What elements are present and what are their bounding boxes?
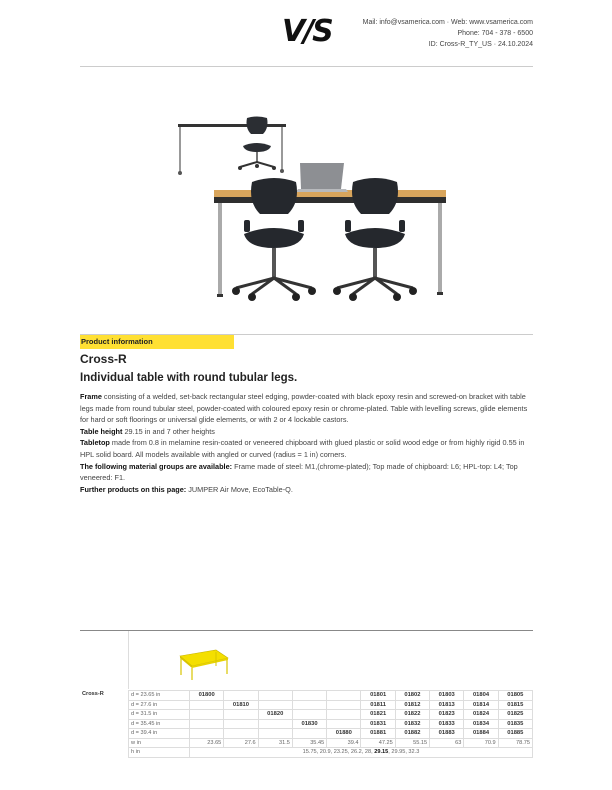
article-code-cell (190, 719, 224, 729)
width-value: 55.15 (395, 738, 429, 748)
article-code-cell: 01814 (464, 700, 498, 710)
product-subtitle: Individual table with round tubular legs. (80, 372, 298, 384)
laptop-illustration (296, 163, 348, 192)
main-table-illustration (214, 190, 446, 297)
article-code-cell: 01882 (395, 729, 429, 739)
article-code-cell: 01884 (464, 729, 498, 739)
article-code-cell (292, 729, 326, 739)
width-value: 63 (430, 738, 464, 748)
depth-label: d = 39.4 in (129, 729, 190, 739)
article-code-cell: 01883 (430, 729, 464, 739)
article-code-cell (190, 700, 224, 710)
article-code-cell (190, 710, 224, 720)
article-code-cell: 01880 (327, 729, 361, 739)
article-code-cell (224, 710, 258, 720)
tabletop-text: made from 0.8 in melamine resin-coated or veneered chipboard with glued plastic or solid wood edge or from highly rigid 0.55 in HPL solid board. All models available with angled or curved (radius = 1 in) corners. (80, 438, 525, 459)
article-code-cell: 01802 (395, 691, 429, 701)
article-code-cell (327, 700, 361, 710)
width-row (80, 738, 533, 748)
article-code-cell (327, 719, 361, 729)
materials-text: Frame made of steel: M1,(chrome-plated); Top made of chipboard: L6; HPL-top: L4; Top veneered: F1. (80, 461, 518, 483)
height-value-default: 29.15 (374, 749, 389, 756)
article-code-cell: 01813 (430, 700, 464, 710)
further-products-text: JUMPER Air Move, EcoTable-Q. (186, 484, 293, 494)
table-row (80, 719, 533, 729)
table-row (80, 691, 533, 701)
article-code-cell (224, 719, 258, 729)
article-code-cell: 01835 (498, 719, 532, 729)
header-divider (80, 66, 533, 67)
frame-text: consisting of a welded, set-back rectangular steel edging, powder-coated with black epoxy resin and screwed-on bracket with table legs made from round tubular steel, powder-coated with coloured epoxy resin or chrome-plated. Table with levelling screws, glide elements for hard or soft floorings or universal glide elements, or with 2 or 4 lockable castors. (80, 392, 528, 425)
depth-label: d = 27.6 in (129, 700, 190, 710)
article-code-cell: 01800 (190, 691, 224, 701)
width-value: 47.25 (361, 738, 395, 748)
section-tag: Product information (80, 335, 234, 349)
article-code-cell: 01833 (430, 719, 464, 729)
frame-paragraph (80, 391, 535, 426)
materials-label: The following material groups are available: (80, 461, 233, 471)
article-code-cell (327, 691, 361, 701)
small-table-illustration (178, 124, 286, 175)
width-value: 23.65 (190, 738, 224, 748)
article-code-cell (258, 729, 292, 739)
tabletop-label: Tabletop (80, 438, 110, 448)
tabletop-paragraph (80, 437, 535, 460)
height-values-before: 15.75, 20.9, 23.25, 26.2, 28, (302, 749, 375, 756)
product-image (170, 110, 450, 310)
article-code-cell: 01834 (464, 719, 498, 729)
width-value: 39.4 (327, 738, 361, 748)
table-product-label: Cross-R (82, 690, 104, 697)
height-row (80, 748, 533, 758)
article-code-cell (292, 700, 326, 710)
height-paragraph (80, 426, 535, 438)
article-code-cell (258, 700, 292, 710)
further-products-paragraph (80, 484, 535, 496)
height-row-label: h in (129, 748, 190, 758)
width-value: 70.9 (464, 738, 498, 748)
article-code-cell: 01820 (258, 710, 292, 720)
contact-phone: Phone: 704 - 378 - 6500 (457, 30, 533, 37)
materials-paragraph (80, 461, 535, 484)
height-label: Table height (80, 426, 123, 436)
depth-label: d = 35.45 in (129, 719, 190, 729)
table-divider (80, 630, 533, 631)
contact-mail-web: Mail: info@vsamerica.com · Web: www.vsamerica.com (362, 19, 533, 26)
product-code-table (80, 690, 533, 758)
article-code-cell (224, 691, 258, 701)
article-code-cell: 01825 (498, 710, 532, 720)
width-value: 35.45 (292, 738, 326, 748)
width-value: 27.6 (224, 738, 258, 748)
further-products-label: Further products on this page: (80, 484, 187, 494)
frame-label: Frame (80, 392, 102, 401)
article-code-cell: 01810 (224, 700, 258, 710)
table-column-divider (128, 631, 129, 689)
article-code-cell: 01812 (395, 700, 429, 710)
article-code-cell (224, 729, 258, 739)
article-code-cell (258, 719, 292, 729)
article-code-cell (190, 729, 224, 739)
article-code-cell (292, 710, 326, 720)
article-code-cell: 01801 (361, 691, 395, 701)
table-thumbnail-image (178, 646, 230, 682)
article-code-cell: 01881 (361, 729, 395, 739)
article-code-cell: 01804 (464, 691, 498, 701)
article-code-cell: 01823 (430, 710, 464, 720)
depth-label: d = 23.65 in (129, 691, 190, 701)
width-value: 31.5 (258, 738, 292, 748)
contact-info (363, 17, 533, 50)
depth-label: d = 31.5 in (129, 710, 190, 720)
height-values-after: , 29.95, 32.3 (388, 749, 420, 756)
article-code-cell: 01822 (395, 710, 429, 720)
article-code-cell: 01805 (498, 691, 532, 701)
article-code-cell: 01821 (361, 710, 395, 720)
article-code-cell: 01831 (361, 719, 395, 729)
table-row (80, 710, 533, 720)
product-name: Cross-R (80, 352, 127, 366)
document-id: ID: Cross-R_TY_US · 24.10.2024 (428, 41, 533, 48)
product-description (80, 391, 535, 495)
article-code-cell: 01811 (361, 700, 395, 710)
article-code-cell (258, 691, 292, 701)
article-code-cell (327, 710, 361, 720)
height-text: 29.15 in and 7 other heights (122, 426, 215, 436)
article-code-cell: 01815 (498, 700, 532, 710)
brand-logo: V/S (282, 14, 332, 49)
article-code-cell: 01832 (395, 719, 429, 729)
article-code-cell: 01803 (430, 691, 464, 701)
article-code-cell: 01885 (498, 729, 532, 739)
width-label: w in (129, 738, 190, 748)
width-value: 78.75 (498, 738, 532, 748)
article-code-cell: 01824 (464, 710, 498, 720)
article-code-cell (292, 691, 326, 701)
table-row (80, 700, 533, 710)
height-values (190, 748, 533, 758)
article-code-cell: 01830 (292, 719, 326, 729)
table-row (80, 729, 533, 739)
